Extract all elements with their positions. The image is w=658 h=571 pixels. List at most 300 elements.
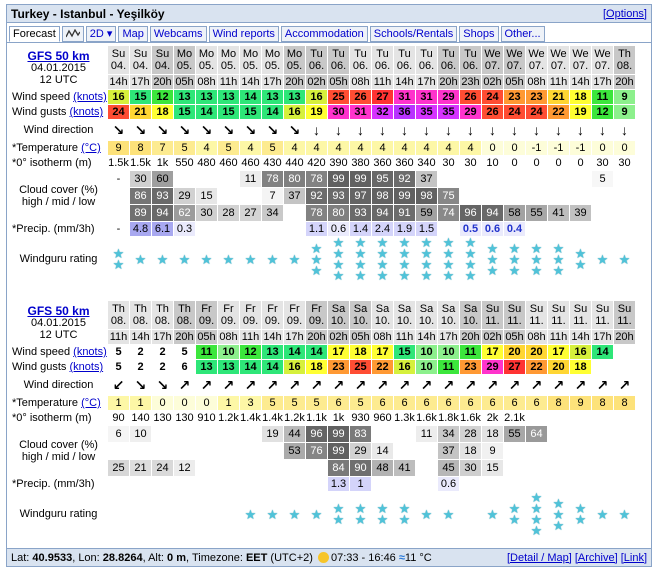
day-date-cell — [196, 301, 217, 329]
cloud-cell: 55 — [504, 426, 525, 442]
wind-speed-cell: 13 — [284, 90, 305, 104]
day-date-cell — [240, 301, 261, 329]
cloud-cell: 98 — [416, 188, 437, 204]
day-date-cell — [416, 301, 437, 329]
rating-stars — [372, 492, 393, 536]
hour-cell: 20h — [615, 76, 634, 88]
cloud-cell: 25 — [108, 460, 129, 476]
wind-direction-cell — [526, 375, 547, 395]
wind-gust-cell: 36 — [394, 105, 415, 119]
rating-stars — [108, 237, 129, 281]
wind-direction-cell — [482, 120, 503, 140]
rating-cell — [482, 492, 503, 536]
wind-arrow-icon: ↘ — [266, 121, 279, 138]
temperature-text: *Temperature — [12, 142, 79, 154]
cloud-cell — [284, 460, 305, 476]
day-name: Mo — [286, 48, 303, 60]
precip-cell — [152, 477, 173, 491]
wind-gust-cell: 32 — [372, 105, 393, 119]
day-date-cell — [262, 46, 283, 74]
tab-accommodation[interactable]: Accommodation — [281, 26, 368, 42]
day-date-cell — [592, 46, 613, 74]
day-date: 11. — [507, 315, 522, 327]
tab-2d[interactable] — [86, 26, 117, 42]
temperature-cell: 5 — [350, 396, 371, 410]
wind-speed-row — [10, 90, 635, 104]
precip-cell — [526, 477, 547, 491]
rating-stars — [526, 237, 547, 281]
star-icon: ★ — [222, 251, 235, 267]
wind-arrow-icon: ↗ — [486, 376, 499, 393]
temperature-cell: 6 — [416, 396, 437, 410]
cloud-cell: 15 — [196, 188, 217, 204]
cloud-cell: 59 — [416, 205, 437, 221]
hour-cell: 02h — [483, 331, 502, 343]
day-date: 11. — [529, 315, 544, 327]
isotherm-cell — [592, 411, 613, 425]
hour-cell: 17h — [593, 331, 612, 343]
wind-direction-cell — [152, 120, 173, 140]
day-date: 11. — [595, 315, 610, 327]
cloud-cell — [218, 443, 239, 459]
star-icon: ★ — [508, 240, 521, 256]
precip-cell — [438, 222, 459, 236]
day-date-cell — [504, 46, 525, 74]
day-date-cell — [284, 301, 305, 329]
day-name: Th — [618, 48, 631, 60]
cloud-cell — [218, 188, 239, 204]
cloud-cell — [416, 443, 437, 459]
day-name: Su — [133, 48, 148, 60]
day-date: 06. — [352, 60, 369, 72]
day-date-cell — [570, 301, 591, 329]
wind-direction-cell — [372, 120, 393, 140]
cloud-cell: 39 — [570, 205, 591, 221]
rating-stars — [306, 492, 327, 536]
rating-stars — [504, 492, 525, 536]
wind-gust-cell: 14 — [196, 105, 217, 119]
wind-arrow-icon: ↘ — [156, 376, 169, 393]
cloud-cell: 99 — [328, 171, 349, 187]
cloud-cell: 37 — [416, 171, 437, 187]
celsius-link[interactable]: (°C) — [81, 142, 101, 154]
isotherm-label: *0° isotherm (m) — [12, 412, 92, 424]
cloud-cell — [548, 171, 569, 187]
cloud-label-2: high / mid / low — [21, 451, 96, 463]
wind-arrow-icon: ↗ — [442, 376, 455, 393]
temperature-cell: 5 — [174, 141, 195, 155]
rating-cell — [592, 492, 613, 536]
cloud-cell: 76 — [306, 443, 327, 459]
model-link[interactable]: GFS 50 km — [27, 48, 90, 63]
wind-gusts-row — [10, 360, 635, 374]
cloud-row — [10, 171, 635, 187]
day-name: Fr — [223, 303, 234, 315]
rating-stars — [394, 237, 415, 281]
rating-stars — [504, 237, 525, 281]
wind-arrow-icon: ↗ — [376, 376, 389, 393]
wind-arrow-icon: ↓ — [357, 121, 364, 138]
tab-schools[interactable]: Schools/Rentals — [370, 26, 458, 42]
star-icon: ★ — [596, 251, 609, 267]
day-date-cell — [306, 46, 327, 74]
rating-stars — [240, 492, 261, 536]
cloud-cell — [548, 443, 569, 459]
star-icon: ★ — [486, 240, 499, 256]
day-date-cell — [130, 46, 151, 74]
wind-gust-cell: 16 — [394, 360, 415, 374]
day-name: Fr — [201, 303, 212, 315]
cloud-cell: 90 — [350, 460, 371, 476]
cloud-cell — [240, 426, 261, 442]
isotherm-cell: 1k — [156, 157, 169, 169]
cloud-cell: 80 — [328, 205, 349, 221]
star-icon: ★ — [574, 501, 587, 516]
wind-speed-cell: 9 — [614, 90, 635, 104]
rating-cell — [592, 237, 613, 281]
knots-link[interactable]: (knots) — [69, 106, 104, 118]
cloud-cell: 11 — [240, 171, 261, 187]
day-date-cell — [438, 46, 459, 74]
cloud-cell: 94 — [152, 205, 173, 221]
day-date: 09. — [286, 315, 303, 327]
knots-link[interactable]: (knots) — [73, 91, 107, 103]
wind-arrow-icon: ↗ — [244, 376, 257, 393]
isotherm-cell: 1.4k — [262, 412, 283, 424]
day-date: 06. — [330, 60, 347, 72]
day-name: Tu — [464, 48, 477, 60]
cloud-cell: 89 — [130, 205, 151, 221]
day-date: 08. — [176, 315, 193, 327]
cloud-cell: 86 — [130, 188, 151, 204]
day-date-cell — [350, 301, 371, 329]
wind-gust-cell — [614, 360, 635, 374]
isotherm-cell: 910 — [197, 412, 216, 424]
day-name: Tu — [310, 48, 323, 60]
cloud-cell — [218, 171, 239, 187]
wind-direction-cell — [416, 120, 437, 140]
tab-other[interactable]: Other... — [501, 26, 545, 42]
temperature-cell: 5 — [262, 141, 283, 155]
wind-speed-cell: 15 — [130, 90, 151, 104]
wind-arrow-icon: ↓ — [335, 121, 342, 138]
day-date: 11. — [573, 315, 588, 327]
rating-cell — [130, 237, 151, 281]
tab-graph[interactable] — [62, 26, 84, 42]
rating-cell — [438, 492, 459, 536]
star-icon: ★ — [398, 268, 411, 281]
day-name: We — [550, 48, 567, 60]
day-date-cell — [108, 46, 129, 74]
wind-direction-cell — [416, 375, 437, 395]
hour-cell: 17h — [131, 76, 150, 88]
wind-direction-cell — [218, 120, 239, 140]
day-date-cell — [526, 46, 547, 74]
cloud-cell: 78 — [306, 171, 327, 187]
day-date: 05. — [264, 60, 281, 72]
tab-2d-label: 2D — [89, 27, 104, 40]
model-link[interactable]: GFS 50 km — [27, 303, 90, 318]
cloud-cell: 9 — [482, 443, 503, 459]
rating-cell — [328, 492, 349, 536]
hour-cell: 14h — [241, 76, 260, 88]
cloud-cell — [614, 460, 635, 476]
precip-cell — [108, 477, 129, 491]
hour-cell: 17h — [593, 76, 612, 88]
rating-cell — [306, 237, 327, 281]
star-icon: ★ — [530, 240, 543, 256]
temperature-cell: -1 — [526, 141, 547, 155]
isotherm-cell: 460 — [219, 157, 238, 169]
rating-stars — [482, 492, 503, 536]
star-icon: ★ — [354, 257, 367, 272]
rating-cell — [504, 492, 525, 536]
precip-cell — [504, 477, 525, 491]
isotherm-cell: 930 — [351, 412, 370, 424]
day-date-cell — [306, 301, 327, 329]
hour-cell: 20h — [307, 331, 326, 343]
precip-cell — [548, 477, 569, 491]
wind-gust-cell: 19 — [306, 105, 327, 119]
star-icon: ★ — [442, 268, 455, 281]
cloud-cell: 10 — [130, 426, 151, 442]
rating-cell — [416, 237, 437, 281]
rating-cell — [262, 237, 283, 281]
alt-label: Alt: — [148, 551, 164, 564]
precip-cell: 2.4 — [372, 222, 393, 236]
temperature-cell: 4 — [460, 141, 481, 155]
wind-arrow-icon: ↓ — [379, 121, 386, 138]
wind-arrow-icon: ↗ — [574, 376, 587, 393]
model-cell — [10, 46, 107, 89]
sun-times: 07:33 - 16:46 — [330, 551, 396, 564]
wind-speed-cell: 10 — [218, 345, 239, 359]
options-link[interactable]: [Options] — [602, 7, 647, 20]
celsius-link[interactable]: (°C) — [81, 397, 101, 409]
precip-cell: 0.4 — [504, 222, 525, 236]
star-icon: ★ — [420, 257, 433, 272]
wind-gust-cell: 22 — [372, 360, 393, 374]
day-date-cell — [614, 46, 635, 74]
temperature-cell: 3 — [240, 396, 261, 410]
isotherm-cell — [548, 411, 569, 425]
day-name: Th — [156, 303, 169, 315]
wind-gust-cell: 2 — [130, 360, 151, 374]
day-name: Mo — [242, 48, 259, 60]
cloud-cell — [416, 460, 437, 476]
star-icon: ★ — [288, 251, 301, 267]
wind-gust-cell: 15 — [174, 105, 195, 119]
temperature-cell: 6 — [482, 396, 503, 410]
day-name: Su — [551, 303, 566, 315]
cloud-cell: 14 — [372, 443, 393, 459]
wind-gust-cell: 11 — [438, 360, 459, 374]
wind-speed-cell: 13 — [262, 90, 283, 104]
precip-cell — [174, 477, 195, 491]
temperature-cell: -1 — [570, 141, 591, 155]
day-date-cell — [482, 46, 503, 74]
knots-link[interactable]: (knots) — [69, 361, 104, 373]
tab-forecast[interactable]: Forecast — [9, 26, 60, 42]
rating-label: Windguru rating — [19, 253, 98, 265]
cloud-cell: 48 — [372, 460, 393, 476]
archive-link[interactable]: [Archive] — [574, 551, 618, 564]
wind-arrow-icon: ↓ — [621, 121, 628, 138]
rating-stars — [526, 492, 547, 536]
cloud-cell — [592, 188, 613, 204]
rating-cell — [504, 237, 525, 281]
wind-speed-cell: 10 — [416, 345, 437, 359]
lon-value: 28.8264 — [102, 551, 143, 564]
star-icon: ★ — [596, 506, 609, 522]
hour-cell: 02h — [329, 331, 348, 343]
cloud-cell: 29 — [350, 443, 371, 459]
wind-gusts-label — [10, 105, 107, 119]
wind-direction-cell — [350, 120, 371, 140]
rating-stars — [592, 237, 613, 281]
rating-cell — [284, 237, 305, 281]
wind-gust-cell — [592, 360, 613, 374]
isotherm-cell: 0 — [511, 157, 518, 169]
temperature-cell: 4 — [328, 141, 349, 155]
wind-gust-cell: 31 — [350, 105, 371, 119]
rating-cell — [416, 492, 437, 536]
precip-row — [10, 222, 635, 236]
rating-stars — [262, 492, 283, 536]
cloud-label-1: Cloud cover (%) — [19, 439, 98, 451]
wind-direction-row — [10, 120, 635, 140]
day-name: Su — [573, 303, 588, 315]
isotherm-cell: 430 — [263, 157, 282, 169]
wind-gust-cell: 18 — [306, 360, 327, 374]
cloud-label-2: high / mid / low — [21, 196, 96, 208]
tab-webcams[interactable]: Webcams — [150, 26, 207, 42]
precip-cell — [262, 222, 283, 236]
star-icon: ★ — [398, 512, 411, 527]
cloud-cell: 78 — [306, 205, 327, 221]
cloud-cell — [262, 443, 283, 459]
wind-direction-cell — [306, 120, 327, 140]
day-date: 04. — [154, 60, 171, 72]
isotherm-cell: 550 — [175, 157, 194, 169]
tab-map[interactable]: Map — [118, 26, 147, 42]
cloud-cell: 27 — [240, 205, 261, 221]
wind-speed-cell: 5 — [174, 345, 195, 359]
day-date: 05. — [176, 60, 193, 72]
wind-speed-cell: 2 — [152, 345, 173, 359]
wind-speed-cell: 20 — [504, 345, 525, 359]
cloud-cell — [218, 426, 239, 442]
link-link[interactable]: [Link] — [620, 551, 647, 564]
cloud-cell — [614, 426, 635, 442]
wind-direction-cell — [526, 120, 547, 140]
day-name: Su — [507, 303, 522, 315]
wind-speed-cell: 18 — [570, 90, 591, 104]
day-date: 10. — [396, 315, 413, 327]
cloud-cell: 12 — [174, 460, 195, 476]
star-icon: ★ — [332, 257, 345, 272]
wind-direction-cell — [174, 120, 195, 140]
wind-direction-cell — [284, 120, 305, 140]
wind-gust-cell: 35 — [416, 105, 437, 119]
cloud-cell: 96 — [460, 205, 481, 221]
wind-gust-cell: 14 — [240, 360, 261, 374]
day-date: 06. — [418, 60, 435, 72]
hour-cell: 11h — [241, 331, 260, 343]
wind-speed-cell: 14 — [240, 90, 261, 104]
star-icon: ★ — [464, 237, 477, 250]
wind-gust-cell: 24 — [108, 105, 129, 119]
star-icon: ★ — [266, 251, 279, 267]
precip-cell — [416, 477, 437, 491]
cloud-cell — [548, 426, 569, 442]
wind-direction-cell — [394, 375, 415, 395]
wind-gust-cell: 22 — [548, 105, 569, 119]
cloud-cell — [460, 171, 481, 187]
wind-speed-cell: 11 — [196, 345, 217, 359]
day-date: 08. — [132, 315, 149, 327]
temperature-cell: 0 — [614, 141, 635, 155]
day-name: Fr — [311, 303, 322, 315]
day-date-cell — [526, 301, 547, 329]
temperature-cell: 4 — [196, 141, 217, 155]
wind-gust-cell: 27 — [504, 360, 525, 374]
knots-link[interactable]: (knots) — [73, 346, 107, 358]
rating-cell — [130, 492, 151, 536]
star-icon: ★ — [530, 512, 543, 527]
tab-wind-reports[interactable]: Wind reports — [209, 26, 279, 42]
star-icon: ★ — [442, 246, 455, 261]
hour-cell: 11h — [373, 76, 392, 88]
precip-cell — [218, 222, 239, 236]
rating-cell — [306, 492, 327, 536]
rating-stars — [438, 492, 459, 536]
cloud-cell — [614, 171, 635, 187]
star-icon: ★ — [574, 512, 587, 527]
day-name: Tu — [398, 48, 411, 60]
day-date-cell — [218, 46, 239, 74]
sun-icon — [318, 552, 329, 563]
precip-row — [10, 477, 635, 491]
wind-speed-cell: 18 — [350, 345, 371, 359]
wind-arrow-icon: ↘ — [156, 121, 169, 138]
wind-speed-cell: 23 — [526, 90, 547, 104]
day-date: 06. — [396, 60, 413, 72]
wind-arrow-icon: ↘ — [200, 121, 213, 138]
cloud-cell: 80 — [284, 171, 305, 187]
title-bar — [7, 5, 651, 23]
precip-cell: 0.5 — [460, 222, 481, 236]
temperature-text: *Temperature — [12, 397, 79, 409]
detail-map-link[interactable]: [Detail / Map] — [506, 551, 572, 564]
temperature-cell: 4 — [416, 141, 437, 155]
tab-shops[interactable]: Shops — [459, 26, 498, 42]
wind-direction-cell — [350, 375, 371, 395]
rating-stars — [394, 492, 415, 536]
cloud-cell — [152, 443, 173, 459]
temperature-cell: 6 — [526, 396, 547, 410]
wind-arrow-icon: ↓ — [577, 121, 584, 138]
rating-cell — [350, 237, 371, 281]
cloud-cell: 93 — [350, 205, 371, 221]
temperature-cell: 5 — [218, 141, 239, 155]
hour-cell: 17h — [263, 76, 282, 88]
hour-cell: 14h — [109, 76, 128, 88]
wind-direction-cell — [548, 375, 569, 395]
wind-arrow-icon: ↗ — [354, 376, 367, 393]
cloud-cell: 7 — [262, 188, 283, 204]
isotherm-cell: 1k — [332, 412, 345, 424]
